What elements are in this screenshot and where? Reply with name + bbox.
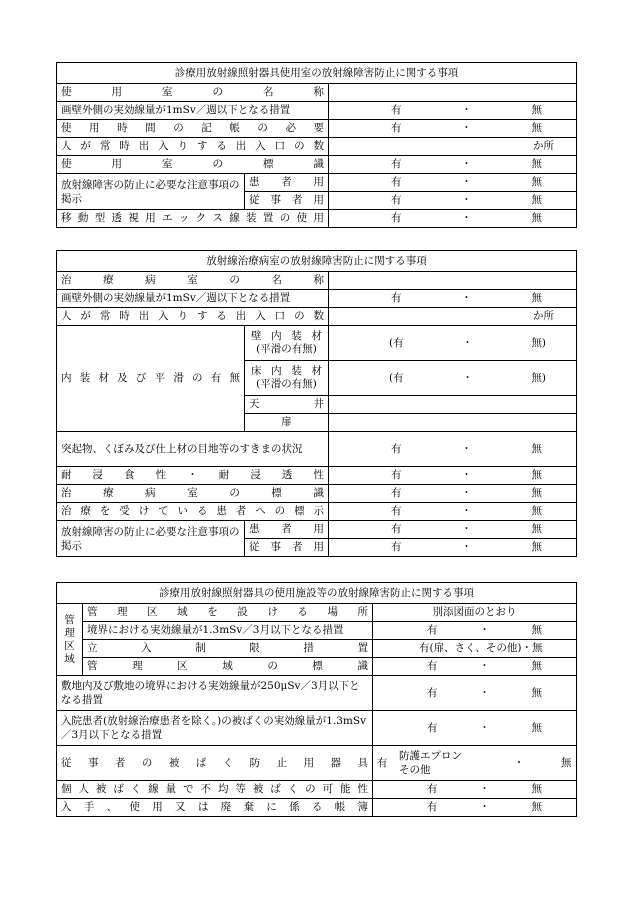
- row-label-gaps: 突起物、くぼみ及び仕上材の目地等のすきまの状況: [57, 432, 329, 467]
- row-label-patient: 患者用: [245, 521, 329, 539]
- value-patient-sign: 有 ・ 無: [329, 503, 577, 521]
- table-treatment-ward: [56, 250, 577, 557]
- row-label-wall: 壁内装材 (平滑の有無): [245, 326, 329, 361]
- row-label-ceiling: 天井: [245, 396, 329, 414]
- value-inpatient: 有 ・ 無: [373, 711, 577, 746]
- value-wall: (有 ・ 無): [329, 326, 577, 361]
- row-label-worker: 従事者用: [245, 539, 329, 557]
- row-label-site: 敷地内及び敷地の境界における実効線量が250μSv／3月以下となる措置: [57, 676, 373, 711]
- value-record: 有 ・ 無: [329, 120, 577, 138]
- value-zone-sign: 有 ・ 無: [373, 658, 577, 676]
- value-room-name: [329, 84, 577, 102]
- row-label-record: 使用時間の記帳の必要: [57, 120, 329, 138]
- table-irradiator-room: [56, 62, 577, 228]
- value-gaps: 有 ・ 無: [329, 432, 577, 467]
- value-boundary: 有 ・ 無: [373, 622, 577, 640]
- value-effective-dose: 有 ・ 無: [329, 290, 577, 308]
- row-label-inpatient: 入院患者(放射線治療患者を除く。)の被ばくの実効線量が1.3mSv／3月以下となる措置: [57, 711, 373, 746]
- row-label-protect: 従事者の被ばく防止用器具: [57, 746, 373, 781]
- value-corrosion: 有 ・ 無: [329, 467, 577, 485]
- row-label-interior: 内装材及び平滑の有無: [57, 326, 245, 432]
- value-mobile: 有 ・ 無: [329, 210, 577, 228]
- row-label-notice: 放射線障害の防止に必要な注意事項の掲示: [57, 174, 245, 210]
- row-label-effective-dose: 画壁外側の実効線量が1mSv／週以下となる措置: [57, 102, 329, 120]
- value-ceiling: [329, 396, 577, 414]
- value-worker: 有 ・ 無: [329, 539, 577, 557]
- value-sign: 有 ・ 無: [329, 485, 577, 503]
- row-label-nonuniform: 個人被ばく線量で不均等被ばくの可能性: [57, 781, 373, 799]
- value-protect: 有 防護エプロン その他 ・ 無: [373, 746, 577, 781]
- value-nonuniform: 有 ・ 無: [373, 781, 577, 799]
- value-entrances: か所: [329, 308, 577, 326]
- row-label-entrances: 人が常時出入りする出入口の数: [57, 138, 329, 156]
- value-site: 有 ・ 無: [373, 676, 577, 711]
- table-usage-facility: [56, 582, 577, 817]
- value-entrances: か所: [329, 138, 577, 156]
- value-patient: 有 ・ 無: [329, 521, 577, 539]
- row-label-sign: 使用室の標識: [57, 156, 329, 174]
- row-label-mobile: 移動型透視用エックス線装置の使用: [57, 210, 329, 228]
- row-label-worker: 従事者用: [245, 192, 329, 210]
- row-label-place: 管理区域を設ける場所: [83, 604, 373, 622]
- row-label-notice: 放射線障害の防止に必要な注意事項の掲示: [57, 521, 245, 557]
- value-worker: 有 ・ 無: [329, 192, 577, 210]
- row-label-ward-name: 治療病室の名称: [57, 272, 329, 290]
- row-label-restrict: 立入制限措置: [83, 640, 373, 658]
- row-label-room-name: 使用室の名称: [57, 84, 329, 102]
- value-ward-name: [329, 272, 577, 290]
- value-ledger: 有 ・ 無: [373, 799, 577, 817]
- row-label-zone-sign: 管理区域の標識: [83, 658, 373, 676]
- row-label-sign: 治療病室の標識: [57, 485, 329, 503]
- row-label-boundary: 境界における実効線量が1.3mSv／3月以下となる措置: [83, 622, 373, 640]
- row-label-floor: 床内装材 (平滑の有無): [245, 361, 329, 396]
- value-door: [329, 414, 577, 432]
- table-title: 放射線治療病室の放射線障害防止に関する事項: [57, 251, 577, 272]
- table-title: 診療用放射線照射器具の使用施設等の放射線障害防止に関する事項: [57, 583, 577, 604]
- row-label-patient-sign: 治療を受けている患者への標示: [57, 503, 329, 521]
- row-label-zone: 管理区域: [57, 604, 83, 676]
- row-label-entrances: 人が常時出入りする出入口の数: [57, 308, 329, 326]
- row-label-ledger: 入手、使用又は廃棄に係る帳簿: [57, 799, 373, 817]
- row-label-corrosion: 耐浸食性・耐浸透性: [57, 467, 329, 485]
- value-sign: 有 ・ 無: [329, 156, 577, 174]
- value-effective-dose: 有 ・ 無: [329, 102, 577, 120]
- value-restrict: 有(扉、さく、その他)・無: [373, 640, 577, 658]
- row-label-door: 扉: [245, 414, 329, 432]
- table-title: 診療用放射線照射器具使用室の放射線障害防止に関する事項: [57, 63, 577, 84]
- row-label-effective-dose: 画壁外側の実効線量が1mSv／週以下となる措置: [57, 290, 329, 308]
- value-place: 別添図面のとおり: [373, 604, 577, 622]
- value-floor: (有 ・ 無): [329, 361, 577, 396]
- value-patient: 有 ・ 無: [329, 174, 577, 192]
- row-label-patient: 患者用: [245, 174, 329, 192]
